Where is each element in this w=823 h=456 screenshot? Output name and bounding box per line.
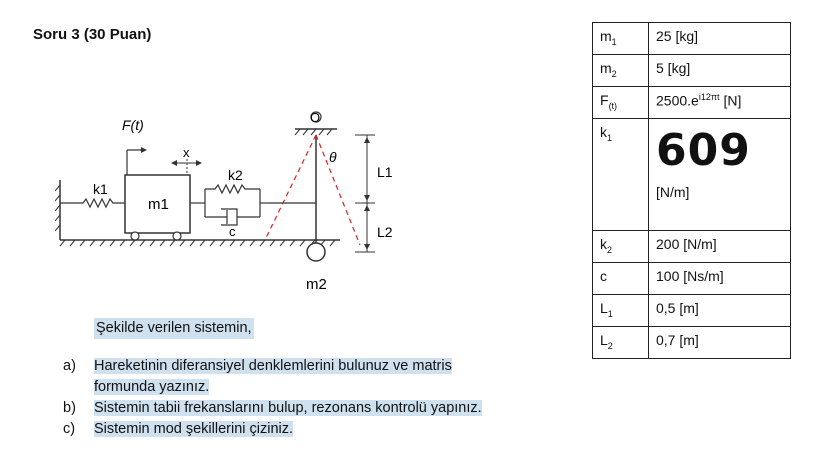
label-L1: L1 xyxy=(377,164,393,180)
param-row-k2: $k_2$ 200 [N/m] xyxy=(593,231,791,263)
question-list xyxy=(63,356,563,440)
label-x: x xyxy=(183,145,190,160)
swing-line-right xyxy=(316,135,360,245)
question-intro: Şekilde verilen sistemin, xyxy=(94,318,254,339)
question-item-c: c) Sistemin mod şekillerini çiziniz. xyxy=(63,421,294,437)
param-row-m2: $m_2$ 5 [kg] xyxy=(593,55,791,87)
label-k2: k2 xyxy=(228,167,243,183)
label-c: c xyxy=(229,224,236,239)
question-item-b: b) Sistemin tabii frekanslarını bulup, rezonans kontrolü yapınız. xyxy=(63,400,482,416)
param-row-L2: $L_2$ 0,7 [m] xyxy=(593,327,791,359)
ground-hatch xyxy=(60,240,335,246)
label-force: F(t) xyxy=(122,117,144,133)
param-row-m1: $m_1$ 25 [kg] xyxy=(593,23,791,55)
wheel-right xyxy=(173,232,181,240)
spring-k2 xyxy=(205,185,260,193)
parameter-table xyxy=(592,22,791,359)
param-row-L1: $L_1$ 0,5 [m] xyxy=(593,295,791,327)
damper-c xyxy=(205,209,260,225)
param-row-c: c 100 [Ns/m] xyxy=(593,263,791,295)
handwritten-k1-value: 609 xyxy=(656,125,751,176)
wheel-left xyxy=(131,232,139,240)
label-k1: k1 xyxy=(93,181,108,197)
label-m2: m2 xyxy=(306,276,327,293)
param-row-force: $F_{(t)}$ $2500.e^{i12\pi t}$ [N] xyxy=(593,87,791,119)
label-o: O xyxy=(310,110,321,125)
mass-m2 xyxy=(307,243,325,261)
spring-k1 xyxy=(60,199,125,207)
question-title: Soru 3 (30 Puan) xyxy=(33,26,152,43)
label-L2: L2 xyxy=(377,224,393,240)
mechanical-system-diagram xyxy=(55,105,415,295)
label-theta: θ xyxy=(329,149,337,165)
dimension-lines xyxy=(355,135,375,252)
swing-line-left xyxy=(265,135,316,240)
param-row-k1: $k_1$ 609 [N/m] xyxy=(593,119,791,231)
label-m1: m1 xyxy=(148,196,169,213)
question-item-a: a) Hareketinin diferansiyel denklemlerini bulunuz ve matris formunda yazınız. xyxy=(63,358,452,395)
